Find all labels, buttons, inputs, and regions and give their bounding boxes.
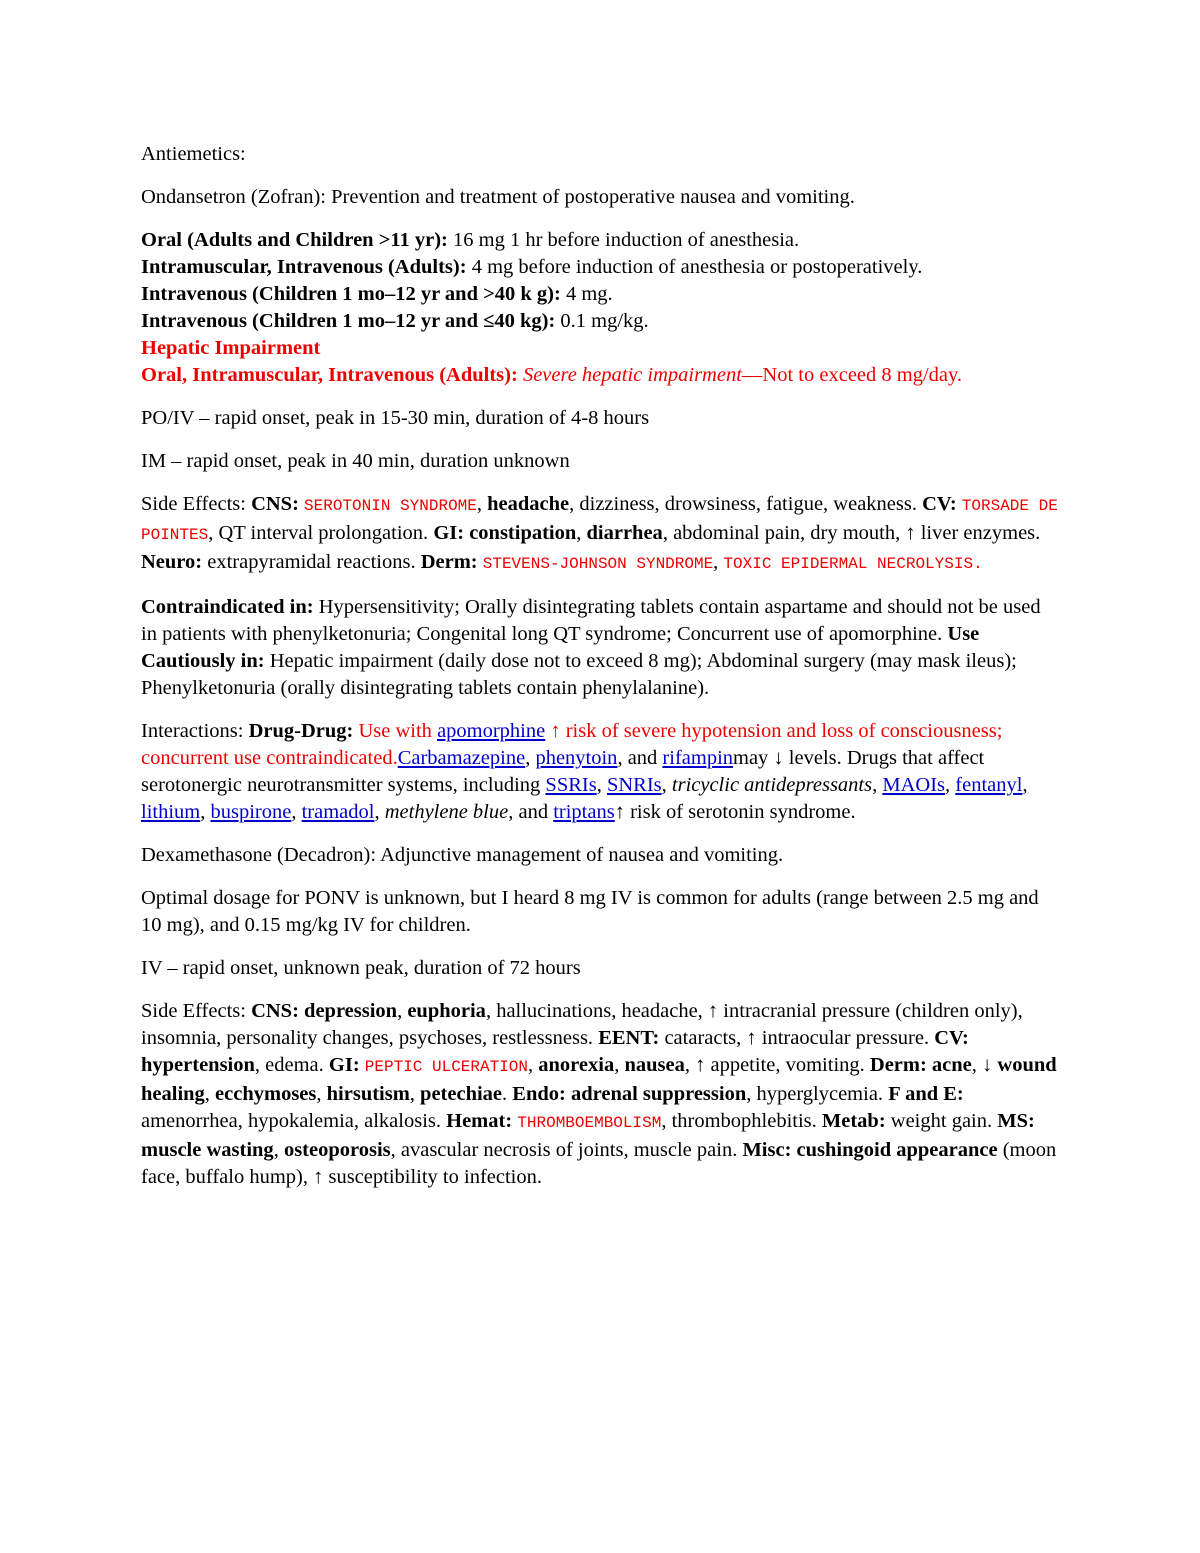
triptans-link[interactable]: triptans bbox=[553, 801, 615, 823]
tramadol-link[interactable]: tramadol bbox=[301, 801, 375, 823]
dose-label: Intravenous (Children 1 mo–12 yr and ≤40 kg): bbox=[141, 310, 556, 332]
carbamazepine-link[interactable]: Carbamazepine bbox=[397, 747, 526, 769]
ssris-link[interactable]: SSRIs bbox=[545, 774, 597, 796]
lithium-link[interactable]: lithium bbox=[141, 801, 201, 823]
contraindications: Contraindicated in: Hypersensitivity; Orally disintegrating tablets contain aspartame and should not be used in patients with phenylketonuria; Congenital long QT syndrome; Concurrent use of apomorphine. Use Cautiously in: Hepatic impairment (daily dose not to exceed 8 mg); Abdominal surgery (may mask ileus); Phenylketonuria (orally disintegrating tablets contain phenylalanine). bbox=[141, 596, 1041, 699]
document-body bbox=[141, 141, 1061, 1191]
dexamethasone-side-effects: Side Effects: CNS: depression, euphoria, hallucinations, headache, ↑ intracranial pressure (children only), insomnia, personality changes, psychoses, restlessness. EENT: cataracts, ↑ intraocular pressure. CV: hypertension, edema. GI: PEPTIC ULCERATION, anorexia, nausea, ↑ appetite, vomiting. Derm: acne, ↓ wound healing, ecchymoses, hirsutism, petechiae. Endo: adrenal suppression, hyperglycemia. F and E: amenorrhea, hypokalemia, alkalosis. Hemat: THROMBOEMBOLISM, thrombophlebitis. Metab: weight gain. MS: muscle wasting, osteoporosis, avascular necrosis of joints, muscle pain. Misc: cushingoid appearance (moon face, buffalo hump), ↑ susceptibility to infection. bbox=[141, 1000, 1057, 1188]
ondansetron-dosing bbox=[141, 227, 1061, 389]
dose-label: Intravenous (Children 1 mo–12 yr and >40 k g): bbox=[141, 283, 561, 305]
ondansetron-intro: Ondansetron (Zofran): Prevention and treatment of postoperative nausea and vomiting. bbox=[141, 186, 855, 208]
phenytoin-link[interactable]: phenytoin bbox=[535, 747, 618, 769]
dose-line bbox=[141, 227, 1061, 254]
dose-label: Oral (Adults and Children >11 yr): bbox=[141, 229, 448, 251]
dexamethasone-dosage: Optimal dosage for PONV is unknown, but I heard 8 mg IV is common for adults (range between 2.5 mg and 10 mg), and 0.15 mg/kg IV for children. bbox=[141, 887, 1039, 936]
dose-text: 4 mg. bbox=[560, 283, 613, 305]
dose-line bbox=[141, 254, 1061, 281]
dose-text: 0.1 mg/kg. bbox=[555, 310, 649, 332]
snris-link[interactable]: SNRIs bbox=[606, 774, 662, 796]
hepatic-label: Oral, Intramuscular, Intravenous (Adults): bbox=[141, 364, 518, 386]
fentanyl-link[interactable]: fentanyl bbox=[955, 774, 1023, 796]
po-iv-pharmacokinetics: PO/IV – rapid onset, peak in 15-30 min, duration of 4-8 hours bbox=[141, 407, 650, 429]
hepatic-heading: Hepatic Impairment bbox=[141, 337, 321, 359]
im-pharmacokinetics: IM – rapid onset, peak in 40 min, duration unknown bbox=[141, 450, 570, 472]
buspirone-link[interactable]: buspirone bbox=[210, 801, 292, 823]
dose-line bbox=[141, 308, 1061, 335]
ondansetron-side-effects: Side Effects: CNS: SEROTONIN SYNDROME, headache, dizziness, drowsiness, fatigue, weakness. CV: TORSADE DE POINTES, QT interval prolongation. GI: constipation, diarrhea, abdominal pain, dry mouth, ↑ liver enzymes. Neuro: extrapyramidal reactions. Derm: STEVENS-JOHNSON SYNDROME, TOXIC EPIDERMAL NECROLYSIS. bbox=[141, 493, 1058, 573]
dexamethasone-intro: Dexamethasone (Decadron): Adjunctive management of nausea and vomiting. bbox=[141, 844, 784, 866]
interactions: Interactions: Drug-Drug: Use with apomorphine ↑ risk of severe hypotension and loss of consciousness; concurrent use contraindicated.Carbamazepine, phenytoin, and rifampinmay ↓ levels. Drugs that affect serotonergic neurotransmitter systems, including SSRIs, SNRIs, tricyclic antidepressants, MAOIs, fentanyl, lithium, buspirone, tramadol, methylene blue, and triptans↑ risk of serotonin syndrome. bbox=[141, 720, 1028, 823]
hepatic-dose bbox=[141, 362, 1061, 389]
apomorphine-link[interactable]: apomorphine bbox=[437, 720, 546, 742]
rifampin-link[interactable]: rifampin bbox=[662, 747, 734, 769]
iv-pharmacokinetics: IV – rapid onset, unknown peak, duration of 72 hours bbox=[141, 957, 581, 979]
dose-text: 4 mg before induction of anesthesia or postoperatively. bbox=[466, 256, 923, 278]
maois-link[interactable]: MAOIs bbox=[882, 774, 946, 796]
dose-label: Intramuscular, Intravenous (Adults): bbox=[141, 256, 467, 278]
section-title: Antiemetics: bbox=[141, 143, 246, 165]
dose-text: 16 mg 1 hr before induction of anesthesia. bbox=[447, 229, 800, 251]
hepatic-italic: Severe hepatic impairment bbox=[522, 364, 742, 386]
dose-line bbox=[141, 281, 1061, 308]
hepatic-text: —Not to exceed 8 mg/day. bbox=[741, 364, 963, 386]
